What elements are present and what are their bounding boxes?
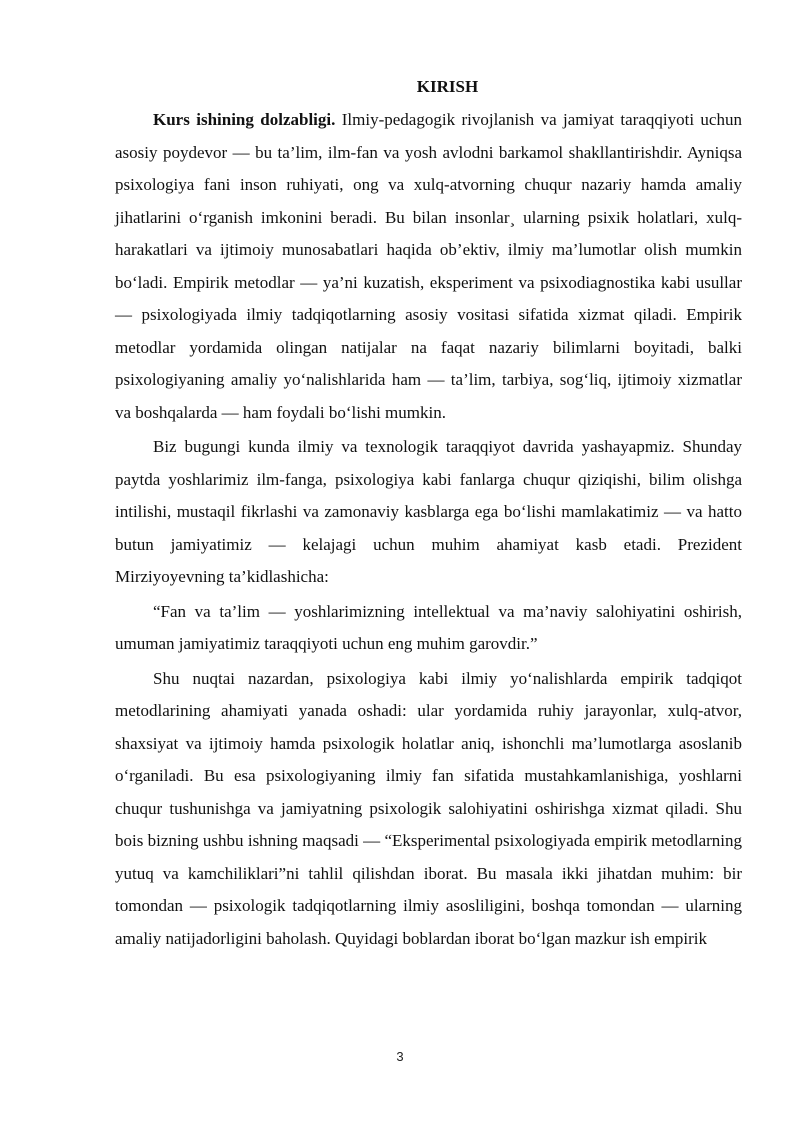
page-heading: KIRISH [416, 77, 479, 96]
page-body [115, 73, 742, 955]
paragraph-quote [115, 596, 742, 661]
paragraph-progress [115, 431, 742, 594]
paragraph-text: Shu nuqtai nazardan, psixologiya kabi ilmiy yo‘nalishlarda empirik tadqiqot metodlarining ahamiyati yanada oshadi: ular yordamida ruhiy jarayonlar, xulq-atvor, shaxsiyat va ijtimoiy hamda psixologik holatlar aniq, ishonchli ma’lumotlarga asoslanib o‘rganiladi. Bu esa psixologiyaning ilmiy fan sifatida mustahkamlanishiga, yoshlarni chuqur tushunishga va jamiyatning psixologik salohiyatini oshirishga xizmat qiladi. Shu bois bizning ushbu ishning maqsadi — “Eksperimental psixologiyada empirik metodlarning yutuq va kamchiliklari”ni tahlil qilishdan iborat. Bu masala ikki jihatdan muhim: bir tomondan — psixologik tadqiqotlarning ilmiy asosliligini, boshqa tomondan — ularning amaliy natijadorligini baholash. Quyidagi boblardan iborat bo‘lgan mazkur ish empirik [115, 668, 742, 948]
paragraph-lead-bold: Kurs ishining dolzabligi. [153, 110, 336, 129]
paragraph-relevance [115, 104, 742, 429]
paragraph-aim [115, 663, 742, 956]
page-number: 3 [396, 1049, 404, 1064]
quote-text: “Fan va ta’lim — yoshlarimizning intellektual va ma’naviy salohiyatini oshirish, umuman jamiyatimiz taraqqiyoti uchun eng muhim garovdir.” [115, 601, 742, 653]
paragraph-text: Ilmiy-pedagogik rivojlanish va jamiyat taraqqiyoti uchun asosiy poydevor — bu ta’lim, ilm-fan va yosh avlodni barkamol shakllantirishdir. Ayniqsa psixologiya fani inson ruhiyati, ong va xulq-atvorning chuqur nazariy hamda amaliy jihatlarini o‘rganish imkonini beradi. Bu bilan insonlar¸ ularning psixik holatlari, xulq-harakatlari va ijtimoiy munosabatlari haqida ob’ektiv, ilmiy ma’lumotlar olish mumkin bo‘ladi. Empirik metodlar — ya’ni kuzatish, eksperiment va psixodiagnostika kabi usullar — psixologiyada ilmiy tadqiqotlarning asosiy vositasi sifatida xizmat qiladi. Empirik metodlar yordamida olingan natijalar na faqat nazariy bilimlarni boyitadi, balki psixologiyaning amaliy yo‘nalishlarida ham — ta’lim, tarbiya, sog‘liq, ijtimoiy xizmatlar va boshqalarda — ham foydali bo‘lishi mumkin. [115, 110, 742, 422]
paragraph-text: Biz bugungi kunda ilmiy va texnologik taraqqiyot davrida yashayapmiz. Shunday paytda yoshlarimiz ilm-fanga, psixologiya kabi fanlarga chuqur qiziqishi, bilim olishga intilishi, mustaqil fikrlashi va zamonaviy kasblarga ega bo‘lishi mamlakatimiz — va hatto butun jamiyatimiz — kelajagi uchun muhim ahamiyat kasb etadi. Prezident Mirziyoyevning ta’kidlashicha: [115, 437, 742, 586]
